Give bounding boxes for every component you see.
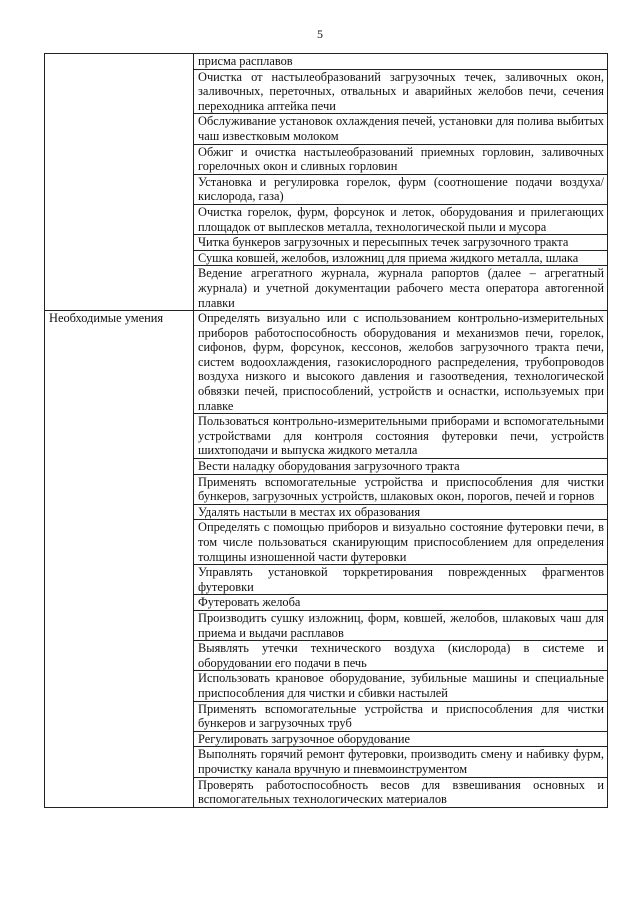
requirement-text: Выявлять утечки технического воздуха (кислорода) в системе и оборудовании его подачи в печь — [194, 641, 608, 671]
requirement-text: Управлять установкой торкретирования поврежденных фрагментов футеровки — [194, 565, 608, 595]
requirement-text: Футеровать желоба — [194, 595, 608, 611]
competency-table — [44, 53, 608, 808]
requirement-text: Очистка горелок, фурм, форсунок и леток, оборудования и прилегающих площадок от выплесков металла, технологической пыли и мусора — [194, 204, 608, 234]
requirement-text: Регулировать загрузочное оборудование — [194, 731, 608, 747]
requirement-text: Удалять настыли в местах их образования — [194, 504, 608, 520]
requirement-text: Сушка ковшей, желобов, изложниц для приема жидкого металла, шлака — [194, 250, 608, 266]
section-label-empty — [45, 54, 194, 311]
table-row — [45, 54, 608, 70]
requirement-text: Определять визуально или с использованием контрольно-измерительных приборов работоспособность оборудования и механизмов печи, горелок, сифонов, фурм, форсунок, кессонов, желобов загрузочного тракта печи, систем водоохлаждения, газокислородного распределения, трубопроводов воздуха низкого и высокого давления и газоотведения, технологической обвязки печей, приспособлений, устройств и оснастки, используемых при плавке — [194, 311, 608, 414]
requirement-text: Вести наладку оборудования загрузочного тракта — [194, 459, 608, 475]
requirement-text: Обслуживание установок охлаждения печей, установки для полива выбитых чаш известковым молоком — [194, 114, 608, 144]
requirement-text: Использовать крановое оборудование, зубильные машины и специальные приспособления для чистки и сбивки настылей — [194, 671, 608, 701]
requirement-text: Применять вспомогательные устройства и приспособления для чистки бункеров и загрузочных труб — [194, 701, 608, 731]
requirement-text: Обжиг и очистка настылеобразований приемных горловин, заливочных горелочных окон и сливных горловин — [194, 144, 608, 174]
requirement-text: Читка бункеров загрузочных и пересыпных течек загрузочного тракта — [194, 235, 608, 251]
requirement-text: Пользоваться контрольно-измерительными приборами и вспомогательными устройствами для контроля состояния футеровки печи, устройств шихтоподачи и выпуска жидкого металла — [194, 414, 608, 459]
requirement-text: Установка и регулировка горелок, фурм (соотношение подачи воздуха/кислорода, газа) — [194, 174, 608, 204]
section-label: Необходимые умения — [45, 311, 194, 808]
requirement-text: Проверять работоспособность весов для взвешивания основных и вспомогательных технологических материалов — [194, 777, 608, 807]
requirement-text: Очистка от настылеобразований загрузочных течек, заливочных окон, заливочных, переточных, отвальных и аварийных желобов печи, сечения переходника аптейка печи — [194, 69, 608, 114]
requirement-text: Применять вспомогательные устройства и приспособления для чистки бункеров, загрузочных устройств, шлаковых окон, порогов, печей и горнов — [194, 474, 608, 504]
requirement-text: Ведение агрегатного журнала, журнала рапортов (далее – агрегатный журнала) и учетной документации рабочего места оператора автогенной плавки — [194, 266, 608, 311]
requirement-text: Выполнять горячий ремонт футеровки, производить смену и набивку фурм, прочистку канала вручную и пневмоинструментом — [194, 747, 608, 777]
table-row — [45, 311, 608, 414]
page-number: 5 — [317, 27, 323, 41]
requirement-text: Производить сушку изложниц, форм, ковшей, желобов, шлаковых чаш для приема и выдачи расплавов — [194, 610, 608, 640]
requirement-text: присма расплавов — [194, 54, 608, 70]
requirement-text: Определять с помощью приборов и визуально состояние футеровки печи, в том числе пользоваться сканирующим приспособлением для определения толщины изношенной части футеровки — [194, 520, 608, 565]
